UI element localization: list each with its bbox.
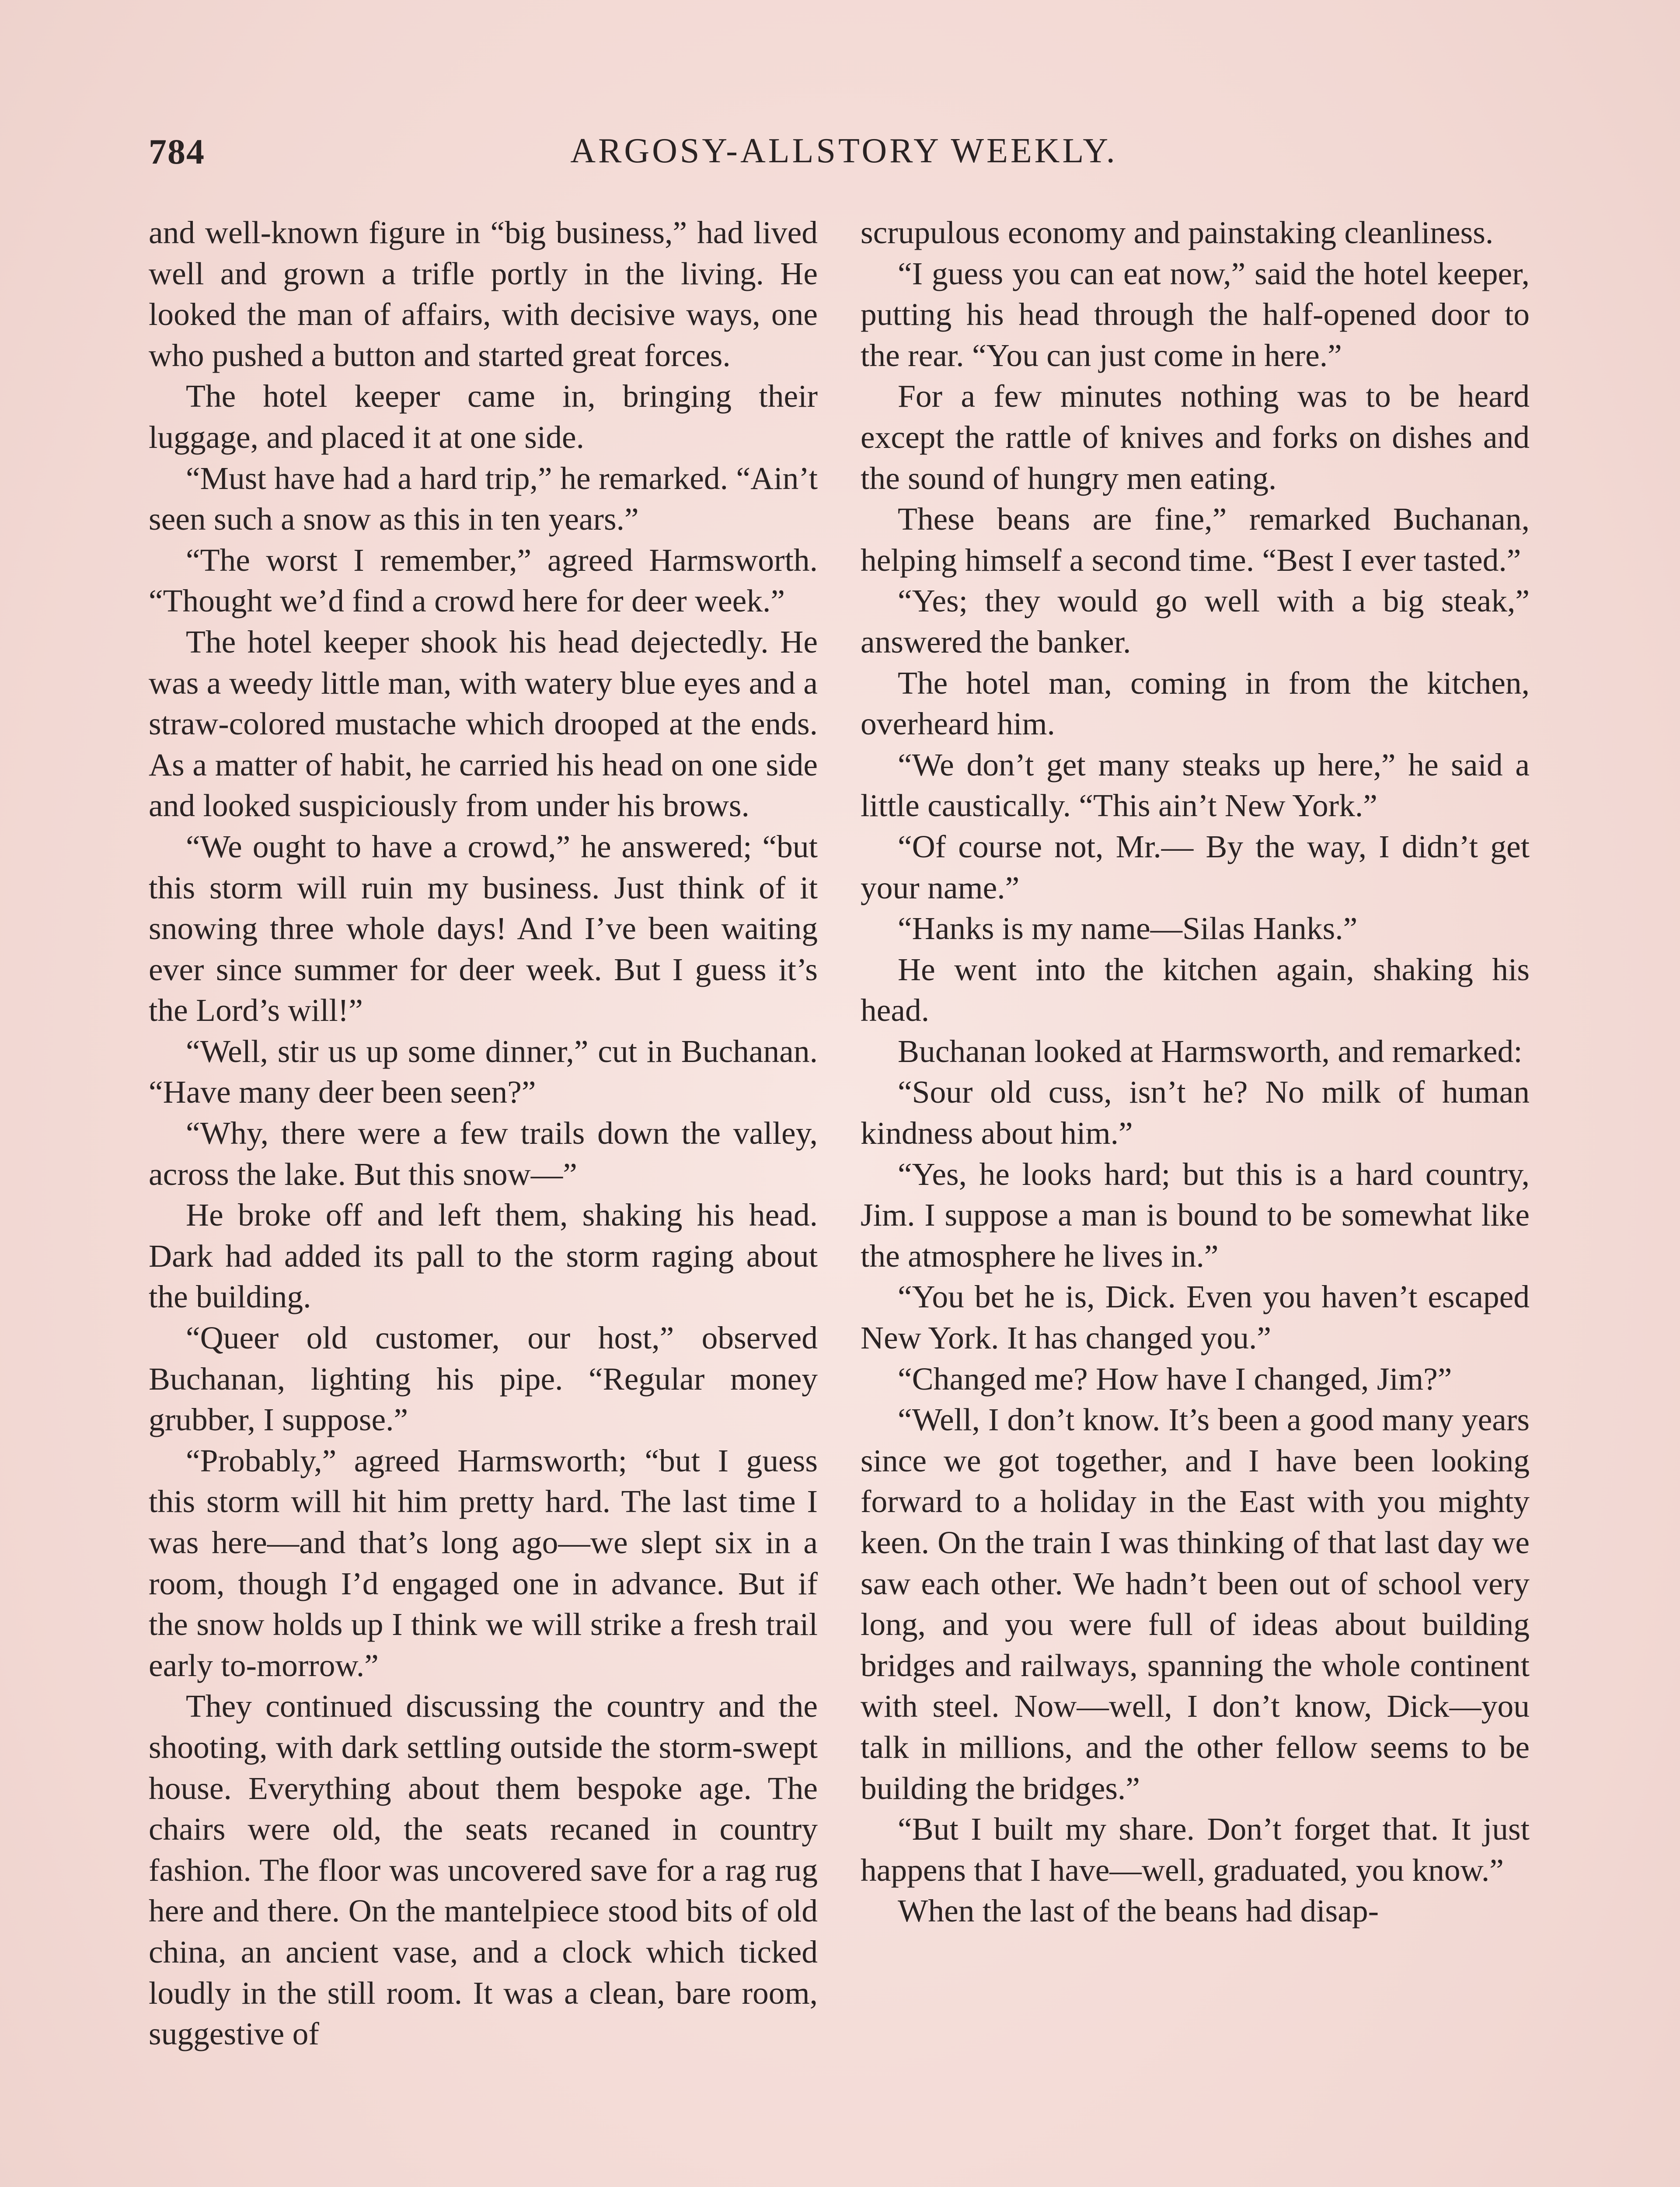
paragraph: “Why, there were a few trails down the valley, across the lake. But this snow—” — [149, 1115, 818, 1192]
paragraph: “The worst I remember,” agreed Harmsworth. “Thought we’d find a crowd here for deer week.” — [149, 542, 818, 619]
paragraph: The hotel keeper shook his head dejectedly. He was a weedy little man, with watery blue eyes and a straw-colored mustache which drooped at the ends. As a matter of habit, he carried his head on one side and looked suspiciously from under his brows. — [149, 624, 818, 824]
paragraph: They continued discussing the country and the shooting, with dark settling outside the storm-swept house. Everything about them bespoke age. The chairs were old, the seats recaned in country fashion. The floor was uncovered save for a rag rug here and there. On the mantelpiece stood bits of old china, an ancient vase, and a clock which ticked loudly in the still room. It was a clean, bare room, suggestive of — [149, 1688, 818, 2052]
paragraph: “Sour old cuss, isn’t he? No milk of human kindness about him.” — [861, 1074, 1530, 1151]
paragraph: The hotel man, coming in from the kitchen, overheard him. — [861, 665, 1530, 742]
left-column — [149, 212, 818, 2054]
paragraph: “You bet he is, Dick. Even you haven’t escaped New York. It has changed you.” — [861, 1279, 1530, 1356]
page-header — [149, 131, 1539, 179]
paragraph: “Yes; they would go well with a big steak,” answered the banker. — [861, 583, 1530, 660]
paragraph: “We don’t get many steaks up here,” he said a little caustically. “This ain’t New York.” — [861, 747, 1530, 824]
paragraph: For a few minutes nothing was to be heard except the rattle of knives and forks on dishes and the sound of hungry men eating. — [861, 378, 1530, 496]
paragraph: “Well, I don’t know. It’s been a good many years since we got together, and I have been looking forward to a holiday in the East with you mighty keen. On the train I was thinking of that last day we saw each other. We hadn’t been out of school very long, and you were full of ideas about building bridges and railways, spanning the whole continent with steel. Now—well, I don’t know, Dick—you talk in millions, and the other fellow seems to be building the bridges.” — [861, 1402, 1530, 1806]
paragraph: These beans are fine,” remarked Buchanan, helping himself a second time. “Best I ever tasted.” — [861, 501, 1530, 578]
paragraph: “Queer old customer, our host,” observed Buchanan, lighting his pipe. “Regular money grubber, I suppose.” — [149, 1320, 818, 1438]
paragraph: He broke off and left them, shaking his head. Dark had added its pall to the storm raging about the building. — [149, 1197, 818, 1315]
paragraph: “Hanks is my name—Silas Hanks.” — [898, 911, 1358, 947]
paragraph: “Changed me? How have I changed, Jim?” — [898, 1361, 1452, 1397]
paragraph: Buchanan looked at Harmsworth, and remarked: — [898, 1033, 1523, 1069]
paragraph: When the last of the beans had disap- — [898, 1893, 1379, 1929]
page-number: 784 — [149, 132, 205, 171]
running-head: ARGOSY-ALLSTORY WEEKLY. — [570, 132, 1118, 170]
paragraph: and well-known figure in “big business,” had lived well and grown a trifle portly in the living. He looked the man of affairs, with decisive ways, one who pushed a button and started great forces. — [149, 215, 818, 373]
paragraph: scrupulous economy and painstaking cleanliness. — [861, 215, 1494, 250]
right-column — [861, 212, 1530, 1932]
paragraph: “Yes, he looks hard; but this is a hard country, Jim. I suppose a man is bound to be somewhat like the atmosphere he lives in.” — [861, 1156, 1530, 1274]
paragraph: “Must have had a hard trip,” he remarked. “Ain’t seen such a snow as this in ten years.” — [149, 460, 818, 537]
paragraph: “Well, stir us up some dinner,” cut in Buchanan. “Have many deer been seen?” — [149, 1033, 818, 1110]
paragraph: He went into the kitchen again, shaking his head. — [861, 951, 1530, 1028]
paragraph: “But I built my share. Don’t forget that. It just happens that I have—well, graduated, you know.” — [861, 1811, 1530, 1888]
paragraph: “Probably,” agreed Harmsworth; “but I guess this storm will hit him pretty hard. The last time I was here—and that’s long ago—we slept six in a room, though I’d engaged one in advance. But if the snow holds up I think we will strike a fresh trail early to-morrow.” — [149, 1443, 818, 1683]
paragraph: “Of course not, Mr.— By the way, I didn’t get your name.” — [861, 828, 1530, 905]
paragraph: “I guess you can eat now,” said the hotel keeper, putting his head through the half-opened door to the rear. “You can just come in here.” — [861, 255, 1530, 373]
paragraph: The hotel keeper came in, bringing their luggage, and placed it at one side. — [149, 378, 818, 455]
paragraph: “We ought to have a crowd,” he answered; “but this storm will ruin my business. Just think of it snowing three whole days! And I’ve been waiting ever since summer for deer week. But I guess it’s the Lord’s will!” — [149, 828, 818, 1028]
